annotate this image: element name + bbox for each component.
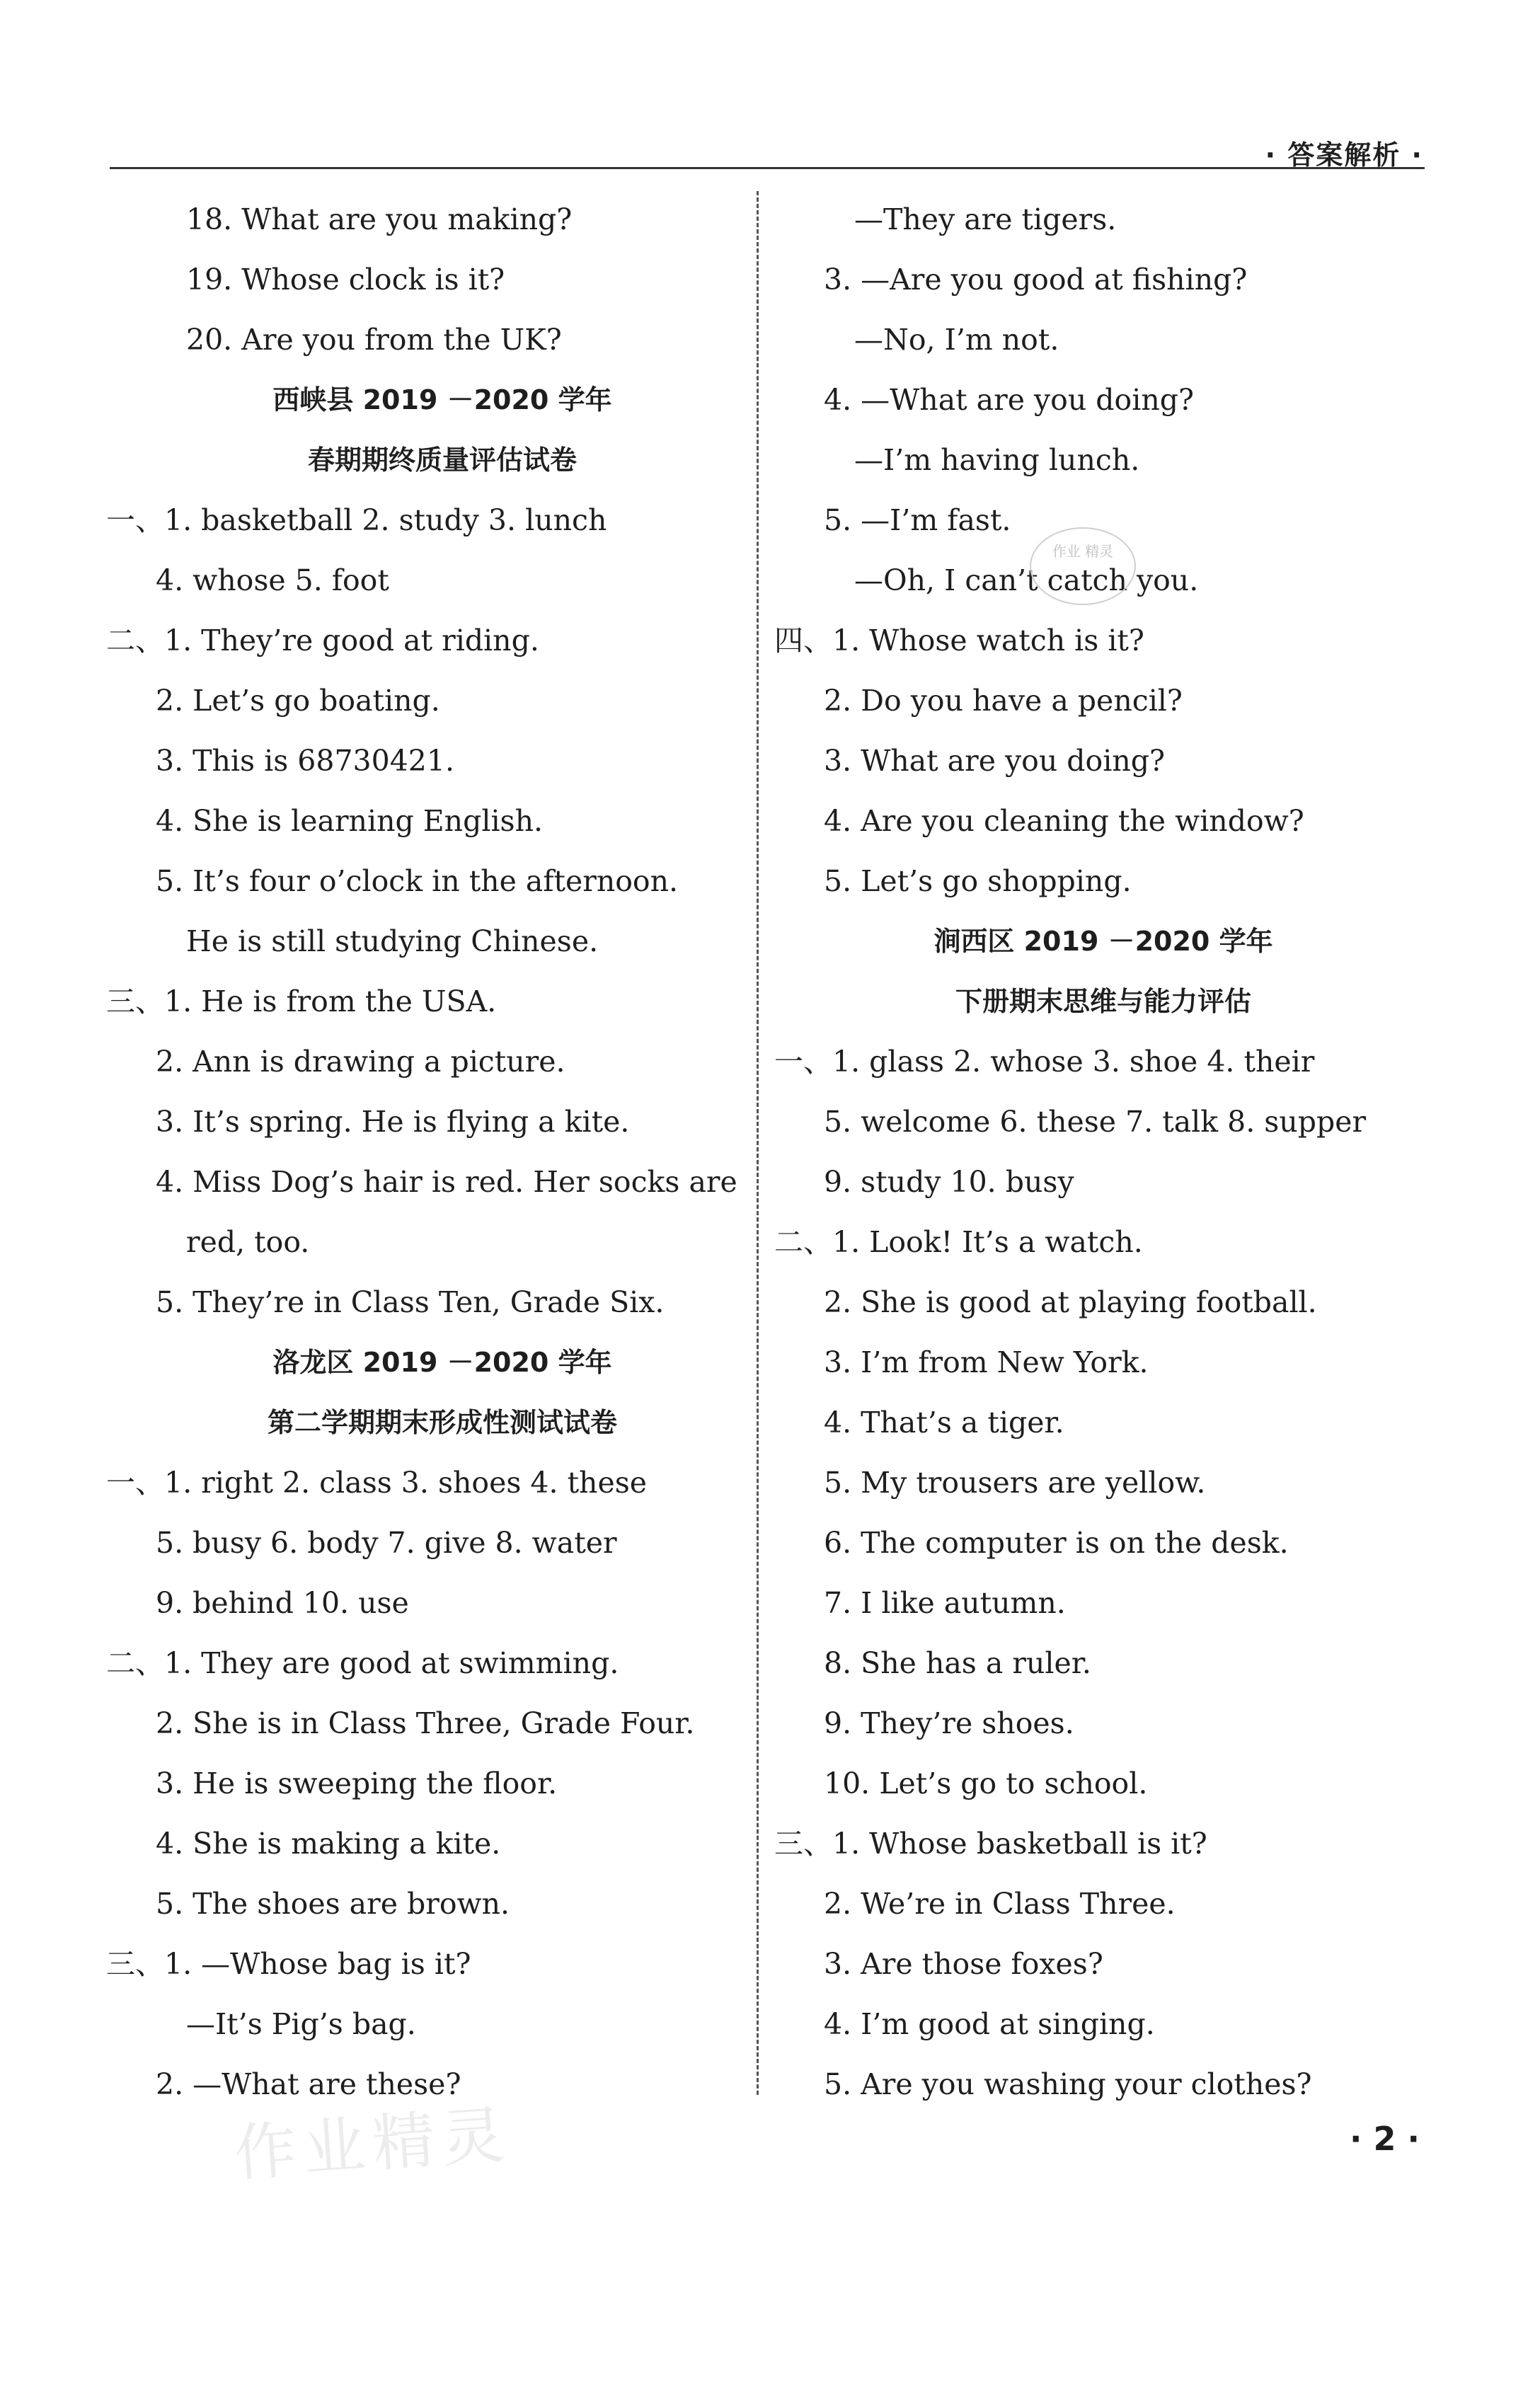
answer-line: 一、1. right 2. class 3. shoes 4. these [106,1466,648,1500]
answer-line: 4. whose 5. foot [156,563,389,597]
answer-line: 7. I like autumn. [824,1586,1066,1620]
answer-line: 4. She is learning English. [156,804,544,838]
answer-line: —No, I’m not. [854,323,1059,357]
answer-line: 8. She has a ruler. [824,1646,1091,1680]
answer-line: 5. It’s four o’clock in the afternoon. [156,864,679,898]
answer-line: 3. He is sweeping the floor. [156,1767,558,1800]
answer-line: 18. What are you making? [186,202,573,236]
watermark-stamp: 作业 精灵 [1030,527,1136,605]
answer-line: 4. She is making a kite. [156,1827,501,1861]
section-title: 下册期末思维与能力评估 [955,986,1251,1017]
answer-line: 二、1. They are good at swimming. [106,1646,619,1680]
left-column [106,190,736,2115]
answer-line: 4. I’m good at singing. [824,2007,1155,2041]
section-title: 洛龙区 2019 －2020 学年 [272,1347,612,1378]
answer-line: 5. The shoes are brown. [156,1887,510,1921]
answer-line: 3. What are you doing? [824,744,1165,778]
answer-line: 5. Let’s go shopping. [824,864,1132,898]
answer-line: 4. —What are you doing? [824,383,1194,417]
answer-line: 3. —Are you good at fishing? [824,263,1248,297]
answer-line: 5. —I’m fast. [824,503,1011,537]
answer-line: He is still studying Chinese. [186,924,599,958]
column-divider [757,191,759,2095]
answer-line: 20. Are you from the UK? [186,323,562,357]
answer-line: —I’m having lunch. [854,443,1140,477]
answer-line: 四、1. Whose watch is it? [774,624,1144,657]
answer-line: 一、1. basketball 2. study 3. lunch [106,503,607,537]
answer-line: 10. Let’s go to school. [824,1767,1148,1800]
answer-line: 5. Are you washing your clothes? [824,2067,1312,2101]
answer-line: 2. She is in Class Three, Grade Four. [156,1706,695,1740]
answer-line: 9. behind 10. use [156,1586,409,1620]
answer-line: 2. Let’s go boating. [156,684,440,718]
answer-line: —Oh, I can’t catch you. [854,563,1199,597]
watermark-text: 作业精灵 [231,2098,514,2190]
answer-line: 9. study 10. busy [824,1165,1074,1199]
answer-line: —They are tigers. [854,202,1117,236]
answer-line: red, too. [186,1225,310,1259]
answer-line: 4. That’s a tiger. [824,1406,1064,1440]
answer-line: 5. busy 6. body 7. give 8. water [156,1526,617,1560]
answer-line: 二、1. Look! It’s a watch. [774,1225,1143,1259]
section-title: 西峡县 2019 －2020 学年 [272,384,612,415]
answer-line: 三、1. He is from the USA. [106,984,497,1018]
right-column [774,190,1432,2115]
answer-line: 9. They’re shoes. [824,1706,1074,1740]
answer-line: 三、1. Whose basketball is it? [774,1827,1207,1861]
answer-line: 2. We’re in Class Three. [824,1887,1176,1921]
section-title: 第二学期期末形成性测试试卷 [267,1407,617,1438]
section-title: 涧西区 2019 －2020 学年 [933,926,1273,957]
answer-line: 5. They’re in Class Ten, Grade Six. [156,1285,665,1319]
answer-line: 4. Miss Dog’s hair is red. Her socks are [156,1165,737,1199]
answer-line: 二、1. They’re good at riding. [106,624,539,657]
answer-line: 3. Are those foxes? [824,1947,1103,1981]
answer-line: 三、1. —Whose bag is it? [106,1947,471,1981]
page-number: · 2 · [1350,2120,1420,2158]
answer-line: 5. My trousers are yellow. [824,1466,1206,1500]
answer-line: 3. I’m from New York. [824,1345,1149,1379]
answer-line: 2. Do you have a pencil? [824,684,1183,718]
answer-line: 3. It’s spring. He is flying a kite. [156,1105,630,1139]
answer-line: 4. Are you cleaning the window? [824,804,1304,838]
section-title: 春期期终质量评估试卷 [307,444,577,476]
answer-line: 3. This is 68730421. [156,744,454,778]
answer-line: 5. welcome 6. these 7. talk 8. supper [824,1105,1367,1139]
answer-line: 6. The computer is on the desk. [824,1526,1289,1560]
answer-line: 2. Ann is drawing a picture. [156,1045,565,1079]
answer-line: 2. —What are these? [156,2067,461,2101]
answer-line: 2. She is good at playing football. [824,1285,1317,1319]
answer-line: 一、1. glass 2. whose 3. shoe 4. their [774,1045,1315,1079]
page-header-title: · 答案解析 · [1265,139,1423,171]
answer-line: 19. Whose clock is it? [186,263,505,297]
answer-line: —It’s Pig’s bag. [186,2007,416,2041]
header-rule [110,167,1425,169]
